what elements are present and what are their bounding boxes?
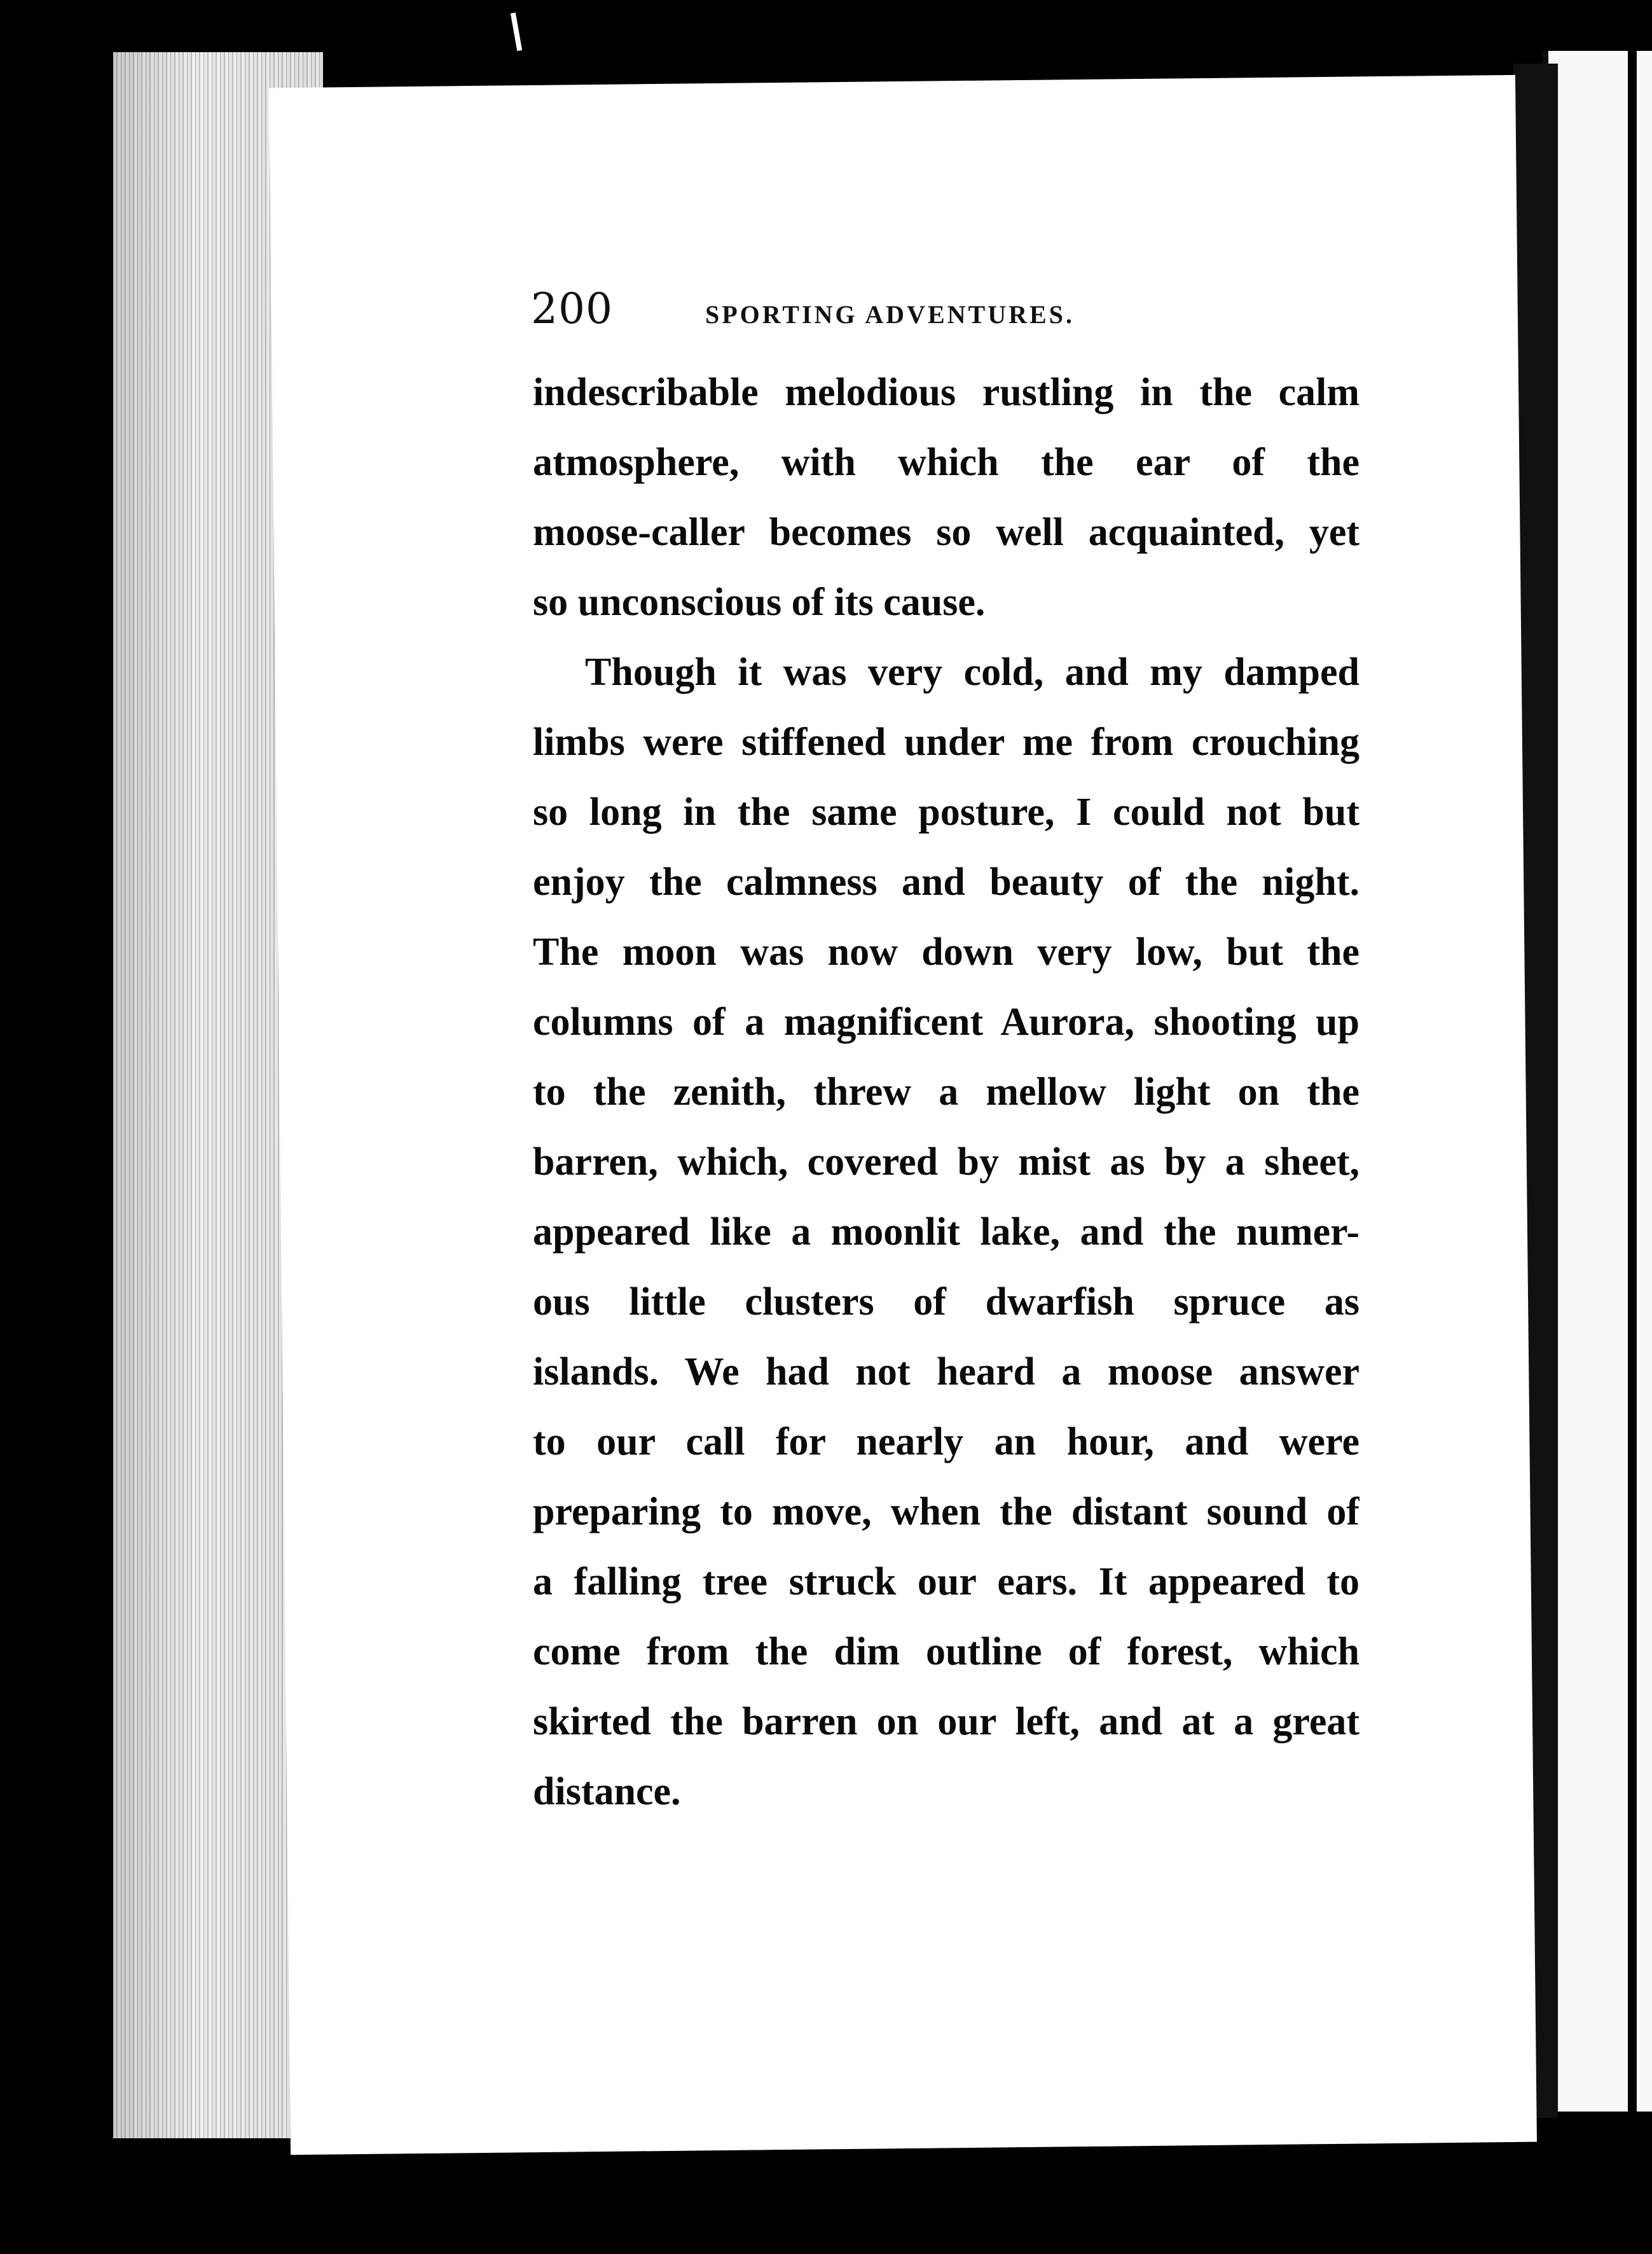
text-line: ous little clusters of dwarfish spruce as	[533, 1280, 1359, 1324]
text-line: preparing to move, when the distant sound of	[533, 1490, 1359, 1533]
text-line: barren, which, covered by mist as by a sheet,	[533, 1140, 1359, 1184]
text-line: The moon was now down very low, but the	[533, 930, 1359, 974]
text-line: moose-caller becomes so well acquainted, yet	[533, 511, 1359, 554]
page-number: 200	[531, 284, 613, 333]
text-line: a falling tree struck our ears. It appeared to	[533, 1560, 1359, 1603]
text-line: come from the dim outline of forest, which	[533, 1630, 1359, 1673]
text-line: appeared like a moonlit lake, and the numer-	[533, 1210, 1359, 1254]
text-line: to the zenith, threw a mellow light on the	[533, 1070, 1359, 1114]
text-line: Though it was very cold, and my damped	[585, 651, 1359, 694]
text-line: so unconscious of its cause.	[533, 581, 986, 624]
text-line: enjoy the calmness and beauty of the night.	[533, 861, 1359, 904]
book-cover-edge	[1628, 51, 1637, 2112]
paragraph-2	[533, 637, 1359, 1827]
text-line: distance.	[533, 1770, 681, 1813]
running-title: SPORTING ADVENTURES.	[705, 300, 1075, 329]
text-line: columns of a magnificent Aurora, shooting up	[533, 1000, 1359, 1044]
scan-mark	[511, 13, 522, 51]
text-line: to our call for nearly an hour, and were	[533, 1420, 1359, 1463]
running-head	[531, 284, 1358, 335]
paragraph-1	[533, 357, 1359, 637]
body-text	[533, 357, 1359, 1827]
text-line: atmosphere, with which the ear of the	[533, 441, 1359, 484]
text-line: islands. We had not heard a moose answer	[533, 1350, 1359, 1393]
text-line: so long in the same posture, I could not but	[533, 791, 1359, 834]
text-line: indescribable melodious rustling in the calm	[533, 371, 1359, 414]
text-line: limbs were stiffened under me from crouching	[533, 721, 1359, 764]
text-line: skirted the barren on our left, and at a great	[533, 1700, 1359, 1743]
